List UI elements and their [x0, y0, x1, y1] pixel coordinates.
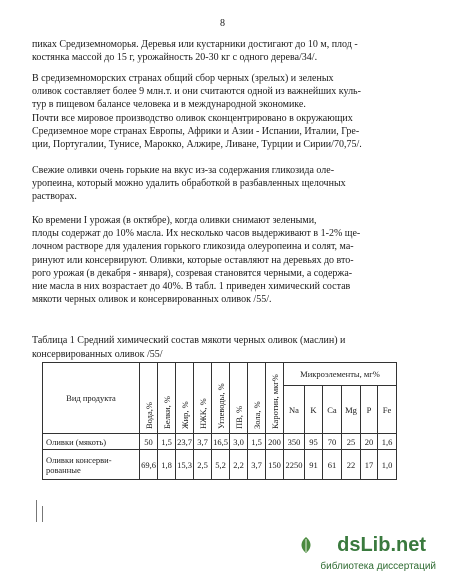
table-cell: 25 — [342, 434, 361, 450]
table-cell: 150 — [266, 450, 284, 480]
micro-header: Микроэлементы, мг% — [284, 363, 397, 386]
table-cell: 23,7 — [176, 434, 194, 450]
table-cell: 1,8 — [158, 450, 176, 480]
paragraph-1: пиках Средиземноморья. Деревья или кустарники достигают до 10 м, плод - костянка массой до 15 г, урожайность 20-30 кг с одного дерева/34/. — [32, 39, 358, 64]
row-label: Оливки (мякоть) — [43, 434, 140, 450]
table-cell: 350 — [284, 434, 305, 450]
table-cell: 1,5 — [248, 434, 266, 450]
table-cell: 16,5 — [212, 434, 230, 450]
table-header-row — [43, 363, 397, 386]
watermark-logo: dsLib.net — [337, 534, 426, 556]
element-header: K — [305, 386, 323, 434]
column-header: Углеводы, % — [212, 363, 230, 434]
table-cell: 2250 — [284, 450, 305, 480]
table-cell: 69,6 — [140, 450, 158, 480]
column-header: НЖК, % — [194, 363, 212, 434]
paragraph-3: Свежие оливки очень горькие на вкус из-за содержания гликозида оле- уропеина, который можно удалить обработкой в разбавленных щелочных растворах. — [32, 165, 346, 203]
column-header: Белки, % — [158, 363, 176, 434]
table-cell: 1,6 — [378, 434, 397, 450]
element-header: Na — [284, 386, 305, 434]
margin-mark — [42, 506, 43, 522]
table-cell: 5,2 — [212, 450, 230, 480]
table-cell: 2,2 — [230, 450, 248, 480]
table-cell: 2,5 — [194, 450, 212, 480]
table-cell: 61 — [323, 450, 342, 480]
table-cell: 1,5 — [158, 434, 176, 450]
element-header: Ca — [323, 386, 342, 434]
table-cell: 1,0 — [378, 450, 397, 480]
table-row — [43, 434, 397, 450]
margin-mark — [36, 500, 37, 522]
chemical-composition-table — [42, 362, 397, 480]
table-cell: 3,7 — [194, 434, 212, 450]
row-label: Оливки консерви- рованные — [43, 450, 140, 480]
leaf-icon — [298, 536, 314, 554]
element-header: P — [361, 386, 378, 434]
table-cell: 70 — [323, 434, 342, 450]
table-cell: 22 — [342, 450, 361, 480]
column-header: Вода,% — [140, 363, 158, 434]
paragraph-2: В средиземноморских странах общий сбор черных (зрелых) и зеленых оливок составляет более 9 млн.т. и они считаются одной из важнейших куль- тур в пищевом балансе человека и в международной экономике. Почти все мировое производство оливок сконцентрировано в окружающих Средиземное море странах Европы, Африки и Азии - Испании, Италии, Гре- ции, Португалии, Тунисе, Марокко, Алжире, Ливане, Турции и Сирии/70,75/. — [32, 73, 362, 151]
element-header: Mg — [342, 386, 361, 434]
table-cell: 15,3 — [176, 450, 194, 480]
table-caption: Таблица 1 Средний химический состав мякоти черных оливок (маслин) и консервированных оливок /55/ — [32, 335, 346, 360]
product-header: Вид продукта — [43, 363, 140, 434]
watermark-subtitle: библиотека диссертаций — [320, 561, 436, 572]
paragraph-4: Ко времени I урожая (в октябре), когда оливки снимают зелеными, плоды содержат до 10% масла. Их несколько часов выдерживают в 1-2% ще- лочном растворе для удаления горького гликозида олеуропеина и солят, ма- ринуют или консервируют. Оливки, которые оставляют на деревьях до вто- рого урожая (в декабря - января), созревая становятся черными, а содержа- ние масла в них возрастает до 40%. В табл. 1 приведен химический состав мякоти черных оливок и консервированных оливок /55/. — [32, 215, 361, 306]
column-header: ПВ, % — [230, 363, 248, 434]
table-cell: 3,7 — [248, 450, 266, 480]
table-cell: 20 — [361, 434, 378, 450]
column-header: Жир, % — [176, 363, 194, 434]
table-cell: 3,0 — [230, 434, 248, 450]
table-cell: 50 — [140, 434, 158, 450]
table-row — [43, 450, 397, 480]
column-header: Зола, % — [248, 363, 266, 434]
table-cell: 95 — [305, 434, 323, 450]
table-cell: 17 — [361, 450, 378, 480]
page-number: 8 — [220, 18, 225, 29]
watermark — [294, 532, 444, 572]
element-header: Fe — [378, 386, 397, 434]
column-header: Каротин, мкг% — [266, 363, 284, 434]
table-cell: 200 — [266, 434, 284, 450]
table-cell: 91 — [305, 450, 323, 480]
